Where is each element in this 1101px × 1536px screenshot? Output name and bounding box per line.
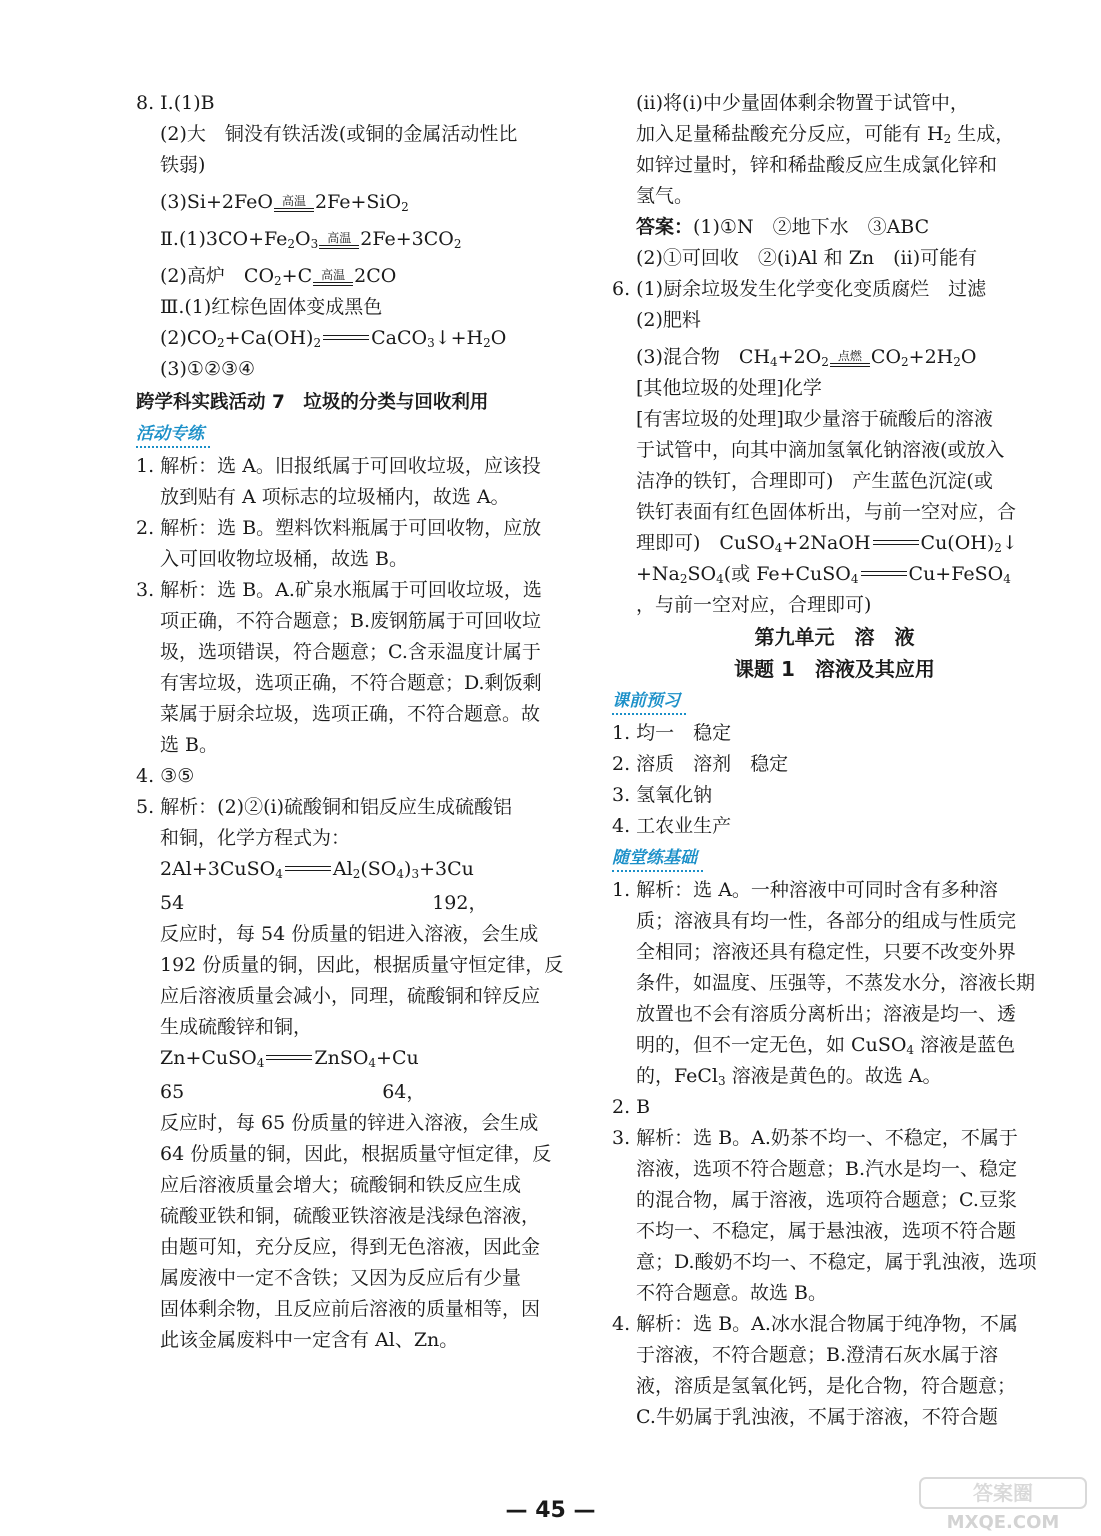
- condition-ignite: 点燃: [830, 350, 870, 367]
- equation-zn-cuso4: Zn+CuSO$_4$ ZnSO$_4$+Cu: [160, 1047, 419, 1070]
- answer-2: 2. 解析：选 B。塑料饮料瓶属于可回收物，应放 入可回收物垃圾桶，故选 B。: [136, 517, 542, 570]
- preview-4: 4. 工农业生产: [612, 815, 732, 837]
- q8-line-1: 8. Ⅰ.(1)B: [136, 92, 215, 114]
- equation-methane: (3)混合物 $CH_4+2O_2$ 点燃 $CO_2+2H_2O$: [636, 346, 977, 369]
- preview-2: 2. 溶质 溶剂 稳定: [612, 753, 789, 775]
- q8-equation-lime: $(2)CO_2+Ca(OH)_2$ $CaCO_3↓+H_2O$: [160, 327, 507, 350]
- q8-equation-furnace: (2)高炉 $CO_2+C$ 高温 2CO: [160, 265, 397, 288]
- q8-line-2: (2)大 铜没有铁活泼(或铜的金属活动性比: [160, 123, 518, 145]
- q8-equation-co: $Ⅱ.(1)3CO+Fe_2O_3$ 高温 $2Fe+3CO_2$: [160, 228, 462, 251]
- tag-preview: 课前预习: [612, 689, 686, 715]
- answer-5-final-2: (2)①可回收 ②(ⅰ)Al 和 Zn (ⅱ)可能有: [636, 247, 978, 269]
- condition-high-temp: 高温: [313, 269, 353, 286]
- lesson-title: 课题 1 溶液及其应用: [734, 657, 935, 681]
- unit-title: 第九单元 溶 液: [754, 625, 915, 649]
- answer-5-continued: (ⅱ)将(ⅰ)中少量固体剩余物置于试管中， 加入足量稀盐酸充分反应，可能有 $H_2$ 生成， 如锌过量时，锌和稀盐酸反应生成氯化锌和 氢气。 答案：(1)①N ②地下水 ③ABC (2)①可回收 ②(ⅰ)Al 和 Zn (ⅱ)可能有: [612, 88, 1057, 274]
- answer-5: 5. 解析：(2)②(ⅰ)硫酸铜和铝反应生成硫酸铝 和铜，化学方程式为： 2Al+3CuSO$_4$ $Al_2(SO_4)_3+3Cu$ 54 192， 反应时，每 54 份质量的铝进入溶液，会生成 192 份质量的铜，因此，根据质量守恒定律，反 应后溶液质量会减小，同理，硫酸铜和锌反应 生成硫酸锌和铜， Zn+CuSO$_4$ ZnSO$_4$+Cu 65 64， 反应时，每 65 份质量的锌进入溶液，会生成 64 份质量的铜，因此，根据质量守恒定律，反 应后溶液质量会增大；硫酸铜和铁反应生成 硫酸亚铁和铜，硫酸亚铁溶液是浅绿色溶液， 由题可知，充分反应，得到无色溶液，因此金 属废液中一定不含铁；又因为反应后有少量 固体剩余物，且反应前后溶液的质量相等，因 此该金属废料中一定含有 Al、Zn。: [136, 792, 576, 1356]
- answer-1: 1. 解析：选 A。旧报纸属于可回收垃圾，应该投 放到贴有 A 项标志的垃圾桶内，故选 A。: [136, 455, 541, 508]
- q8-equation-si: (3)Si+2FeO 高温 2Fe+SiO$_2$: [160, 191, 409, 214]
- watermark-brand: 答案圈: [973, 1481, 1033, 1505]
- section-title: 跨学科实践活动 7 垃圾的分类与回收利用: [136, 392, 489, 413]
- watermark-text: MXQE.COM: [946, 1512, 1060, 1532]
- answer-3: 3. 解析：选 B。A.矿泉水瓶属于可回收垃圾，选 项正确，不符合题意；B.废钢筋属于可回收垃 圾，选项错误，符合题意；C.含汞温度计属于 有害垃圾，选项正确，不符合题意；D.剩饭剩 菜属于厨余垃圾，选项正确，不符合题意。故 选 B。: [136, 579, 542, 756]
- tag-class-practice: 随堂练基础: [612, 846, 703, 872]
- q8-line-3: 铁弱): [160, 154, 206, 176]
- mass-ratio-zn: 65 64，: [160, 1081, 426, 1103]
- condition-high-temp: 高温: [319, 232, 359, 249]
- right-column: [612, 88, 1057, 1433]
- left-column: [136, 88, 576, 1356]
- basic-answer-3: 3. 解析：选 B。A.奶茶不均一、不稳定，不属于 溶液，选项不符合题意；B.汽水是均一、稳定 的混合物，属于溶液，选项符合题意；C.豆浆 不均一、不稳定，属于悬浊液，选项不符合题 意；D.酸奶不均一、不稳定，属于乳浊液，选项 不符合题意。故选 B。: [612, 1127, 1037, 1304]
- preview-3: 3. 氢氧化钠: [612, 784, 713, 806]
- preview-1: 1. 均一 稳定: [612, 722, 732, 744]
- q8-line-7: Ⅲ.(1)红棕色固体变成黑色: [160, 296, 383, 318]
- answer-5-final-1: 答案：(1)①N ②地下水 ③ABC: [636, 216, 930, 238]
- page-number: — 45 —: [505, 1498, 596, 1523]
- answer-6: 6. (1)厨余垃圾发生化学变化变质腐烂 过滤 (2)肥料 (3)混合物 $CH_4+2O_2$ 点燃 $CO_2+2H_2O$ [其他垃圾的处理]化学 [有害垃圾的处理]取少量溶于硫酸后的溶液 于试管中，向其中滴加氢氧化钠溶液(或放入 洁净的铁钉，合理即可) 产生蓝色沉淀(或 铁钉表面有红色固体析出，与前一空对应，合 理即可) CuSO$_4$+2NaOH $Cu(OH)_2↓$ $+Na_2SO_4$(或 Fe+CuSO$_4$ Cu+FeSO$_4$ ，与前一空对应，合理即可): [612, 274, 1057, 621]
- basic-answer-4: 4. 解析：选 B。A.冰水混合物属于纯净物，不属 于溶液，不符合题意；B.澄清石灰水属于溶 液，溶质是氢氧化钙，是化合物，符合题意； C.牛奶属于乳浊液，不属于溶液，不符合题: [612, 1313, 1018, 1428]
- condition-high-temp: 高温: [274, 195, 314, 212]
- equation-al-cuso4: 2Al+3CuSO$_4$ $Al_2(SO_4)_3+3Cu$: [160, 858, 474, 881]
- watermark-logo: [918, 1476, 1088, 1532]
- q8-line-9: (3)①②③④: [160, 358, 256, 380]
- mass-ratio-al: 54 192，: [160, 892, 488, 914]
- basic-answer-1: 1. 解析：选 A。一种溶液中可同时含有多种溶 质；溶液具有均一性，各部分的组成与性质完 全相同；溶液还具有稳定性，只要不改变外界 条件，如温度、压强等，不蒸发水分，溶液长期 放置也不会有溶质分离析出；溶液是均一、透 明的，但不一定无色，如 CuSO$_4$ 溶液是蓝色 的，FeCl$_3$ 溶液是黄色的。故选 A。: [612, 879, 1036, 1088]
- tag-activity-practice: 活动专练: [136, 422, 210, 448]
- answer-4: 4. ③⑤: [136, 765, 195, 787]
- basic-answer-2: 2. B: [612, 1096, 651, 1118]
- equation-naoh: 理即可) CuSO$_4$+2NaOH $Cu(OH)_2↓$: [636, 532, 1018, 555]
- equation-fe: $+Na_2SO_4$(或 Fe+CuSO$_4$ Cu+FeSO$_4$: [636, 563, 1011, 586]
